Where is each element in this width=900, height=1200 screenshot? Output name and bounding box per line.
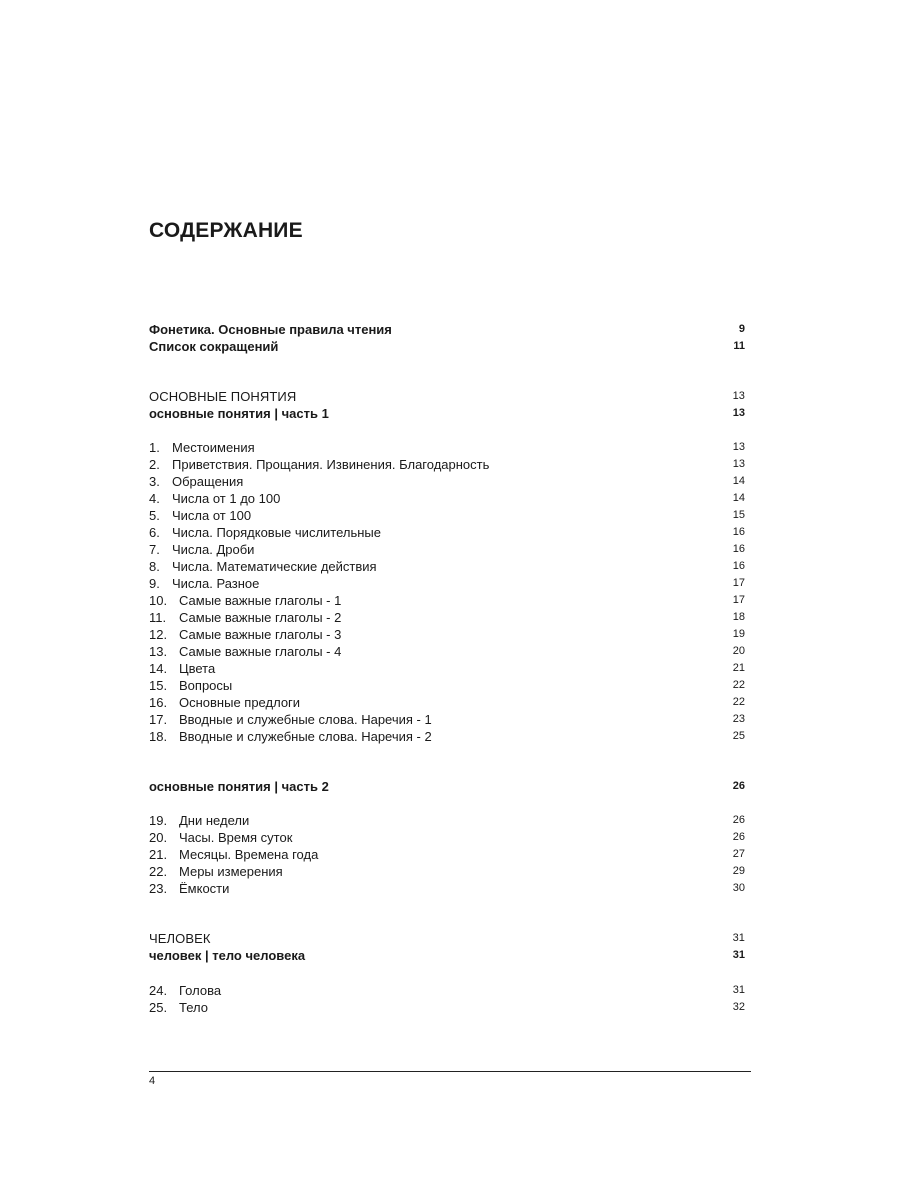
toc-item [149,643,745,660]
toc-entry-page: 22 [732,696,745,708]
toc-item-label: Числа. Разное [172,576,260,591]
toc-item [149,609,745,626]
toc-entry-page: 13 [732,407,745,419]
toc-item-label: Приветствия. Прощания. Извинения. Благодарность [172,457,490,472]
toc-entry-page: 9 [738,323,745,335]
toc-item [149,439,745,456]
toc-item [149,490,745,507]
toc-entry-abbreviations [149,338,745,355]
toc-item [149,999,745,1016]
toc-entry-page: 26 [732,831,745,843]
toc-item-label: Меры измерения [179,864,283,879]
toc-entry-page: 25 [732,730,745,742]
page-title: СОДЕРЖАНИЕ [149,219,303,242]
toc-item [149,558,745,575]
toc-entry-page: 31 [732,949,745,961]
toc-item [149,575,745,592]
toc-item-number: 1. [149,440,160,455]
toc-item-label: Обращения [172,474,244,489]
toc-entry-page: 16 [732,526,745,538]
toc-item-number: 8. [149,559,160,574]
footer-divider [149,1071,751,1072]
toc-entry-page: 13 [732,441,745,453]
toc-item-label: Числа. Порядковые числительные [172,525,382,540]
toc-item-label: Самые важные глаголы - 2 [179,610,342,625]
toc-item-number: 19. [149,813,168,828]
footer-page-number: 4 [149,1075,156,1087]
toc-item-number: 7. [149,542,160,557]
toc-item-number: 6. [149,525,160,540]
toc-item-number: 18. [149,729,168,744]
toc-subsection-heading [149,405,745,422]
toc-entry-page: 32 [732,1001,745,1013]
toc-entry-page: 16 [732,560,745,572]
toc-item-label: Ёмкости [179,881,230,896]
toc-item [149,829,745,846]
toc-item-number: 20. [149,830,168,845]
toc-entry-label: Список сокращений [149,339,279,354]
toc-item [149,541,745,558]
toc-item-number: 22. [149,864,168,879]
toc-entry-page: 27 [732,848,745,860]
toc-item [149,456,745,473]
toc-entry-page: 30 [732,882,745,894]
toc-item-label: Числа. Дроби [172,542,255,557]
toc-entry-page: 20 [732,645,745,657]
toc-item-label: Числа. Математические действия [172,559,377,574]
toc-item-label: Голова [179,983,222,998]
toc-entry-page: 29 [732,865,745,877]
toc-entry-label: Фонетика. Основные правила чтения [149,322,392,337]
toc-item [149,728,745,745]
toc-item [149,507,745,524]
toc-item [149,473,745,490]
toc-subsection-heading [149,947,745,964]
toc-section-heading [149,930,745,947]
toc-item [149,711,745,728]
toc-entry-page: 19 [732,628,745,640]
toc-item-label: Вводные и служебные слова. Наречия - 2 [179,729,432,744]
toc-item [149,863,745,880]
toc-item-label: Самые важные глаголы - 1 [179,593,342,608]
toc-item-label: Дни недели [179,813,250,828]
toc-item [149,626,745,643]
toc-item-number: 10. [149,593,168,608]
toc-section-label: ЧЕЛОВЕК [149,931,211,946]
toc-entry-page: 31 [732,984,745,996]
toc-item-number: 2. [149,457,160,472]
toc-entry-page: 26 [732,780,745,792]
toc-entry-page: 22 [732,679,745,691]
toc-entry-page: 13 [732,458,745,470]
toc-entry-page: 16 [732,543,745,555]
toc-entry-page: 11 [733,340,745,352]
toc-item [149,846,745,863]
toc-item [149,592,745,609]
toc-entry-page: 18 [732,611,745,623]
toc-item-number: 11. [149,610,167,625]
toc-item-number: 13. [149,644,168,659]
toc-item-label: Месяцы. Времена года [179,847,319,862]
toc-item-number: 21. [149,847,168,862]
toc-item-number: 24. [149,983,168,998]
toc-item [149,524,745,541]
toc-item [149,880,745,897]
toc-entry-page: 21 [732,662,745,674]
toc-entry-page: 31 [732,932,745,944]
toc-entry-page: 15 [732,509,745,521]
toc-entry-page: 17 [732,594,745,606]
toc-item-number: 25. [149,1000,168,1015]
toc-subsection-label: основные понятия | часть 2 [149,779,329,794]
toc-item-label: Числа от 1 до 100 [172,491,281,506]
toc-entry-page: 17 [732,577,745,589]
toc-item-label: Самые важные глаголы - 4 [179,644,342,659]
toc-item-number: 9. [149,576,160,591]
toc-item [149,812,745,829]
toc-item-number: 4. [149,491,160,506]
toc-item-number: 23. [149,881,168,896]
toc-entry-page: 14 [732,492,745,504]
toc-subsection-label: человек | тело человека [149,948,306,963]
toc-item-label: Цвета [179,661,216,676]
toc-item-label: Часы. Время суток [179,830,293,845]
toc-item-label: Тело [179,1000,208,1015]
toc-subsection-label: основные понятия | часть 1 [149,406,329,421]
toc-item-label: Вопросы [179,678,233,693]
toc-item-number: 16. [149,695,168,710]
toc-item-label: Числа от 100 [172,508,252,523]
toc-item-number: 12. [149,627,168,642]
toc-item [149,694,745,711]
toc-item-number: 3. [149,474,160,489]
toc-item [149,677,745,694]
toc-entry-page: 23 [732,713,745,725]
toc-item-number: 17. [149,712,168,727]
toc-entry-page: 14 [732,475,745,487]
toc-section-heading [149,388,745,405]
toc-entry-phonetics [149,321,745,338]
toc-item-label: Самые важные глаголы - 3 [179,627,342,642]
toc-subsection-heading [149,778,745,795]
toc-section-label: ОСНОВНЫЕ ПОНЯТИЯ [149,389,297,404]
toc-item-number: 5. [149,508,160,523]
toc-item [149,660,745,677]
toc-item-number: 14. [149,661,168,676]
toc-item-label: Основные предлоги [179,695,301,710]
toc-item [149,982,745,999]
toc-entry-page: 26 [732,814,745,826]
toc-entry-page: 13 [732,390,745,402]
toc-item-label: Местоимения [172,440,255,455]
toc-item-number: 15. [149,678,168,693]
toc-item-label: Вводные и служебные слова. Наречия - 1 [179,712,432,727]
